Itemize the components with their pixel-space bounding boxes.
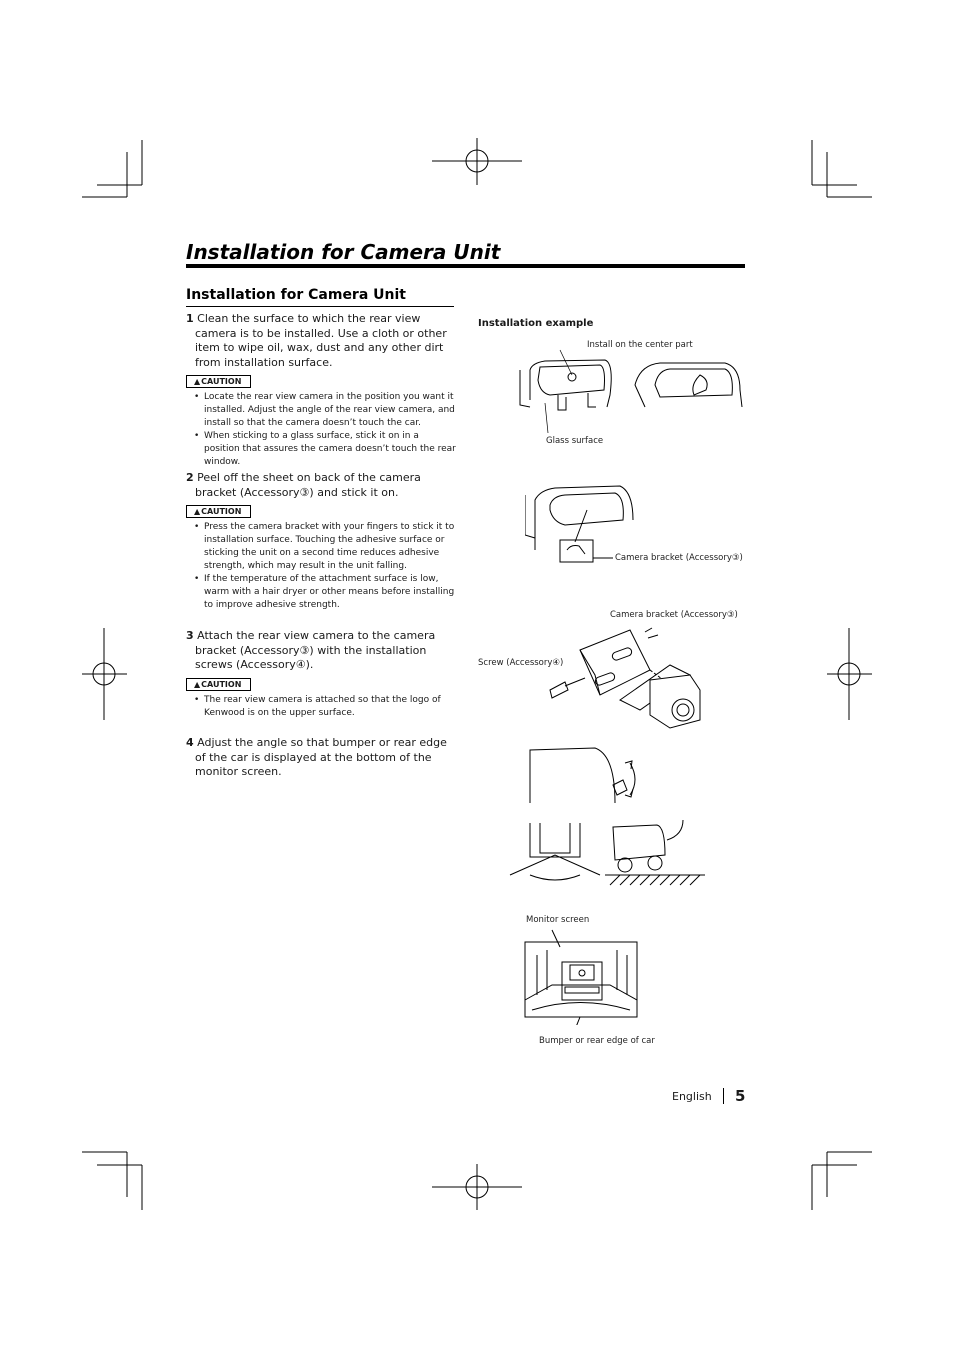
bumper-edge-label: Bumper or rear edge of car [539,1036,655,1046]
note-item: • Locate the rear view camera in the position you want it installed. Adjust the angle of the rear view camera, and install so that the camera doesn’t touch the car. [204,391,456,430]
caution-notes [186,521,456,612]
rear-window-illustration [510,345,755,435]
step-1 [186,312,456,469]
crop-mark-icon [82,1152,142,1210]
caution-box: ▲CAUTION [186,678,251,691]
warning-triangle-icon: ▲ [194,507,201,516]
note-item: • If the temperature of the attachment surface is low, warm with a hair dryer or other means before installing to improve adhesive strength. [204,573,456,612]
footer-divider [723,1088,724,1104]
glass-surface-label: Glass surface [546,436,604,446]
caution-box: ▲CAUTION [186,375,251,388]
monitor-screen-illustration [522,925,642,1025]
crosshair-registration-icon [432,138,522,185]
page-title: Installation for Camera Unit [186,240,501,264]
warning-triangle-icon: ▲ [194,679,201,689]
camera-assembly-illustration [540,620,720,735]
step-text: Attach the rear view camera to the camera bracket (Accessory③) with the installation screws (Accessory④). [195,629,436,671]
step-text: Clean the surface to which the rear view camera is to be installed. Use a cloth or other item to wipe oil, wax, dust and any other dirt from installation surface. [195,312,447,369]
crop-mark-icon [812,1152,872,1210]
step-number: 3 [186,629,194,642]
camera-bracket-label-2: Camera bracket (Accessory③) [610,610,738,620]
step-text: Adjust the angle so that bumper or rear edge of the car is displayed at the bottom of the monitor screen. [195,736,447,778]
camera-bracket-label-1: Camera bracket (Accessory③) [615,553,743,563]
step-number: 1 [186,312,194,325]
title-rule [186,264,745,268]
step-2 [186,471,456,612]
install-center-label: Install on the center part [587,340,693,350]
crosshair-registration-icon [82,628,127,720]
angle-adjustment-illustration [505,745,710,895]
caution-box: ▲CAUTION [186,505,251,518]
crop-mark-icon [82,140,142,197]
section-rule [186,306,454,307]
installation-example-label: Installation example [478,318,594,329]
step-number: 2 [186,471,194,484]
crop-mark-icon [812,140,872,197]
crosshair-registration-icon [432,1164,522,1210]
caution-notes [186,391,456,469]
step-4 [186,736,456,780]
page-number: 5 [735,1087,746,1105]
step-text: Peel off the sheet on back of the camera bracket (Accessory③) and stick it on. [195,471,421,499]
section-title: Installation for Camera Unit [186,287,406,303]
step-number: 4 [186,736,194,749]
caution-notes [186,694,456,720]
crosshair-registration-icon [827,628,872,720]
monitor-screen-label: Monitor screen [526,915,590,925]
footer-language: English [672,1090,712,1103]
note-item: • The rear view camera is attached so that the logo of Kenwood is on the upper surface. [204,694,456,720]
warning-triangle-icon: ▲ [194,377,201,386]
note-item: • When sticking to a glass surface, stick it on in a position that assures the camera doesn’t touch the rear window. [204,430,456,469]
screw-label: Screw (Accessory④) [478,658,564,668]
note-item: • Press the camera bracket with your fingers to stick it to installation surface. Touching the adhesive surface or sticking the unit on a second time reduces adhesive strength, which may result in the unit falling. [204,521,456,573]
step-3 [186,629,456,720]
